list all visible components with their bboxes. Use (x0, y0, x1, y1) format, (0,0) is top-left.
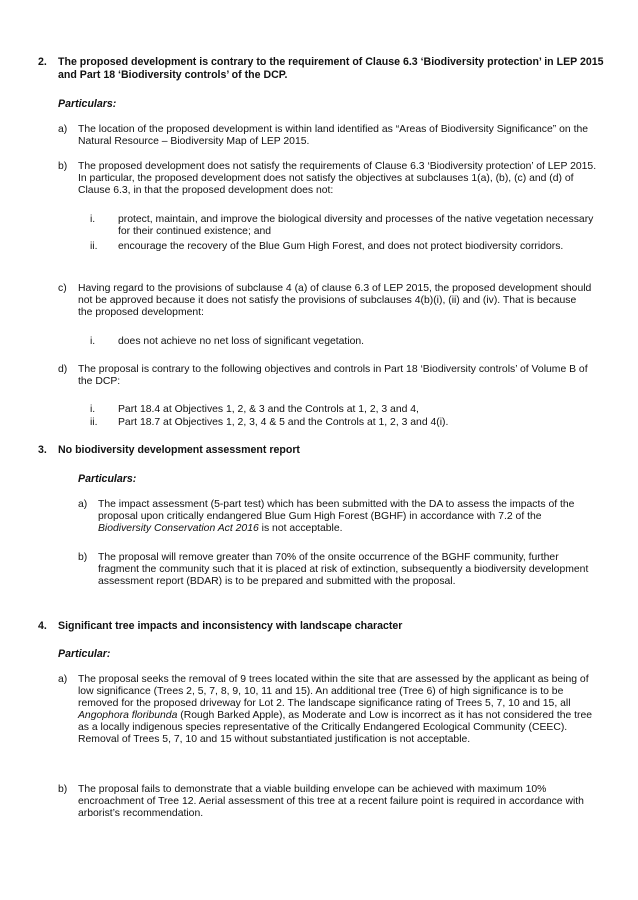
sub-item-label: i. (90, 404, 96, 415)
list-item (58, 161, 598, 197)
list-item (58, 784, 598, 820)
list-item (58, 674, 598, 746)
section-title: Significant tree impacts and inconsistency with landscape character (58, 620, 403, 632)
item-label: b) (78, 552, 88, 563)
list-item (78, 552, 598, 588)
list-item (58, 124, 588, 148)
sub-item-text: protect, maintain, and improve the biological diversity and processes of the native vegetation necessary for their continued existence; and (118, 214, 594, 237)
sub-item (90, 336, 605, 348)
list-item (58, 283, 593, 319)
sub-item-text: does not achieve no net loss of significant vegetation. (118, 336, 365, 347)
sub-item (90, 214, 605, 238)
item-text: The impact assessment (5-part test) which has been submitted with the DA to assess the impacts of the proposal upon critically endangered Blue Gum High Forest (BGHF) in accordance with 7.2 of the Biodiversity Conservation Act 2016 is not acceptable. (98, 499, 575, 534)
section-heading (38, 444, 608, 457)
item-label: b) (58, 161, 68, 172)
section-number: 3. (38, 444, 47, 456)
item-label: a) (58, 674, 68, 685)
item-label: a) (78, 499, 88, 510)
item-text: The proposal is contrary to the following objectives and controls in Part 18 ‘Biodiversity controls’ of Volume B of the DCP: (78, 364, 588, 387)
particulars-label: Particulars: (78, 473, 137, 485)
item-text: The proposal will remove greater than 70% of the onsite occurrence of the BGHF community, further fragment the community such that it is placed at risk of extinction, subsequently a biodiversity development assessment report (BDAR) is to be prepared and submitted with the proposal. (98, 552, 589, 587)
section-title: The proposed development is contrary to the requirement of Clause 6.3 ‘Biodiversity protection’ in LEP 2015 and Part 18 ‘Biodiversity controls’ of the DCP. (58, 56, 604, 81)
section-title: No biodiversity development assessment report (58, 444, 300, 456)
sub-item-label: i. (90, 214, 96, 225)
item-label: b) (58, 784, 68, 795)
item-text: The proposal seeks the removal of 9 trees located within the site that are assessed by the applicant as being of low significance (Trees 2, 5, 7, 8, 9, 10, 11 and 15). An additional tree (Tree 6) of high significance is to be removed for the proposed driveway for Lot 2. The landscape significance rating of Trees 5, 7, 10 and 15, all Angophora floribunda (Rough Barked Apple), as Moderate and Low is incorrect as it has not considered the tree as a locally indigenous species representative of the Critically Endangered Ecological Community (CEEC). Removal of Trees 5, 7, 10 and 15 without substantiated justification is not acceptable. (78, 674, 593, 745)
sub-item (90, 417, 605, 429)
particulars-label: Particular: (58, 648, 111, 660)
sub-item-text: encourage the recovery of the Blue Gum High Forest, and does not protect biodiversity corridors. (118, 241, 564, 252)
item-label: d) (58, 364, 68, 375)
item-text: The proposal fails to demonstrate that a viable building envelope can be achieved with maximum 10% encroachment of Tree 12. Aerial assessment of this tree at a recent failure point is required in accordance with arborist’s recommendation. (78, 784, 584, 819)
particulars-label: Particulars: (58, 98, 117, 110)
item-text: Having regard to the provisions of subclause 4 (a) of clause 6.3 of LEP 2015, the proposed development should not be approved because it does not satisfy the provisions of subclauses 4(b)(i), (ii) and (iv). That is because the proposed development: (78, 283, 592, 318)
sub-item-label: i. (90, 336, 96, 347)
sub-item-text: Part 18.4 at Objectives 1, 2, & 3 and the Controls at 1, 2, 3 and 4, (118, 404, 419, 415)
section-heading (38, 620, 608, 633)
list-item (58, 364, 598, 388)
item-label: c) (58, 283, 67, 294)
item-text: The location of the proposed development is within land identified as “Areas of Biodiversity Significance” on the Natural Resource – Biodiversity Map of LEP 2015. (78, 124, 589, 147)
sub-item (90, 404, 605, 416)
item-label: a) (58, 124, 68, 135)
sub-item-text: Part 18.7 at Objectives 1, 2, 3, 4 & 5 and the Controls at 1, 2, 3 and 4(i). (118, 417, 449, 428)
sub-item-label: ii. (90, 241, 98, 252)
section-heading (38, 56, 608, 82)
section-number: 2. (38, 56, 47, 68)
list-item (78, 499, 593, 535)
sub-item (90, 241, 605, 253)
section-number: 4. (38, 620, 47, 632)
sub-item-label: ii. (90, 417, 98, 428)
item-text: The proposed development does not satisfy the requirements of Clause 6.3 ‘Biodiversity protection’ of LEP 2015. In particular, the proposed development does not satisfy the objectives at subclauses 1(a), (b), (c) and (d) of Clause 6.3, in that the proposed development does not: (78, 161, 597, 196)
